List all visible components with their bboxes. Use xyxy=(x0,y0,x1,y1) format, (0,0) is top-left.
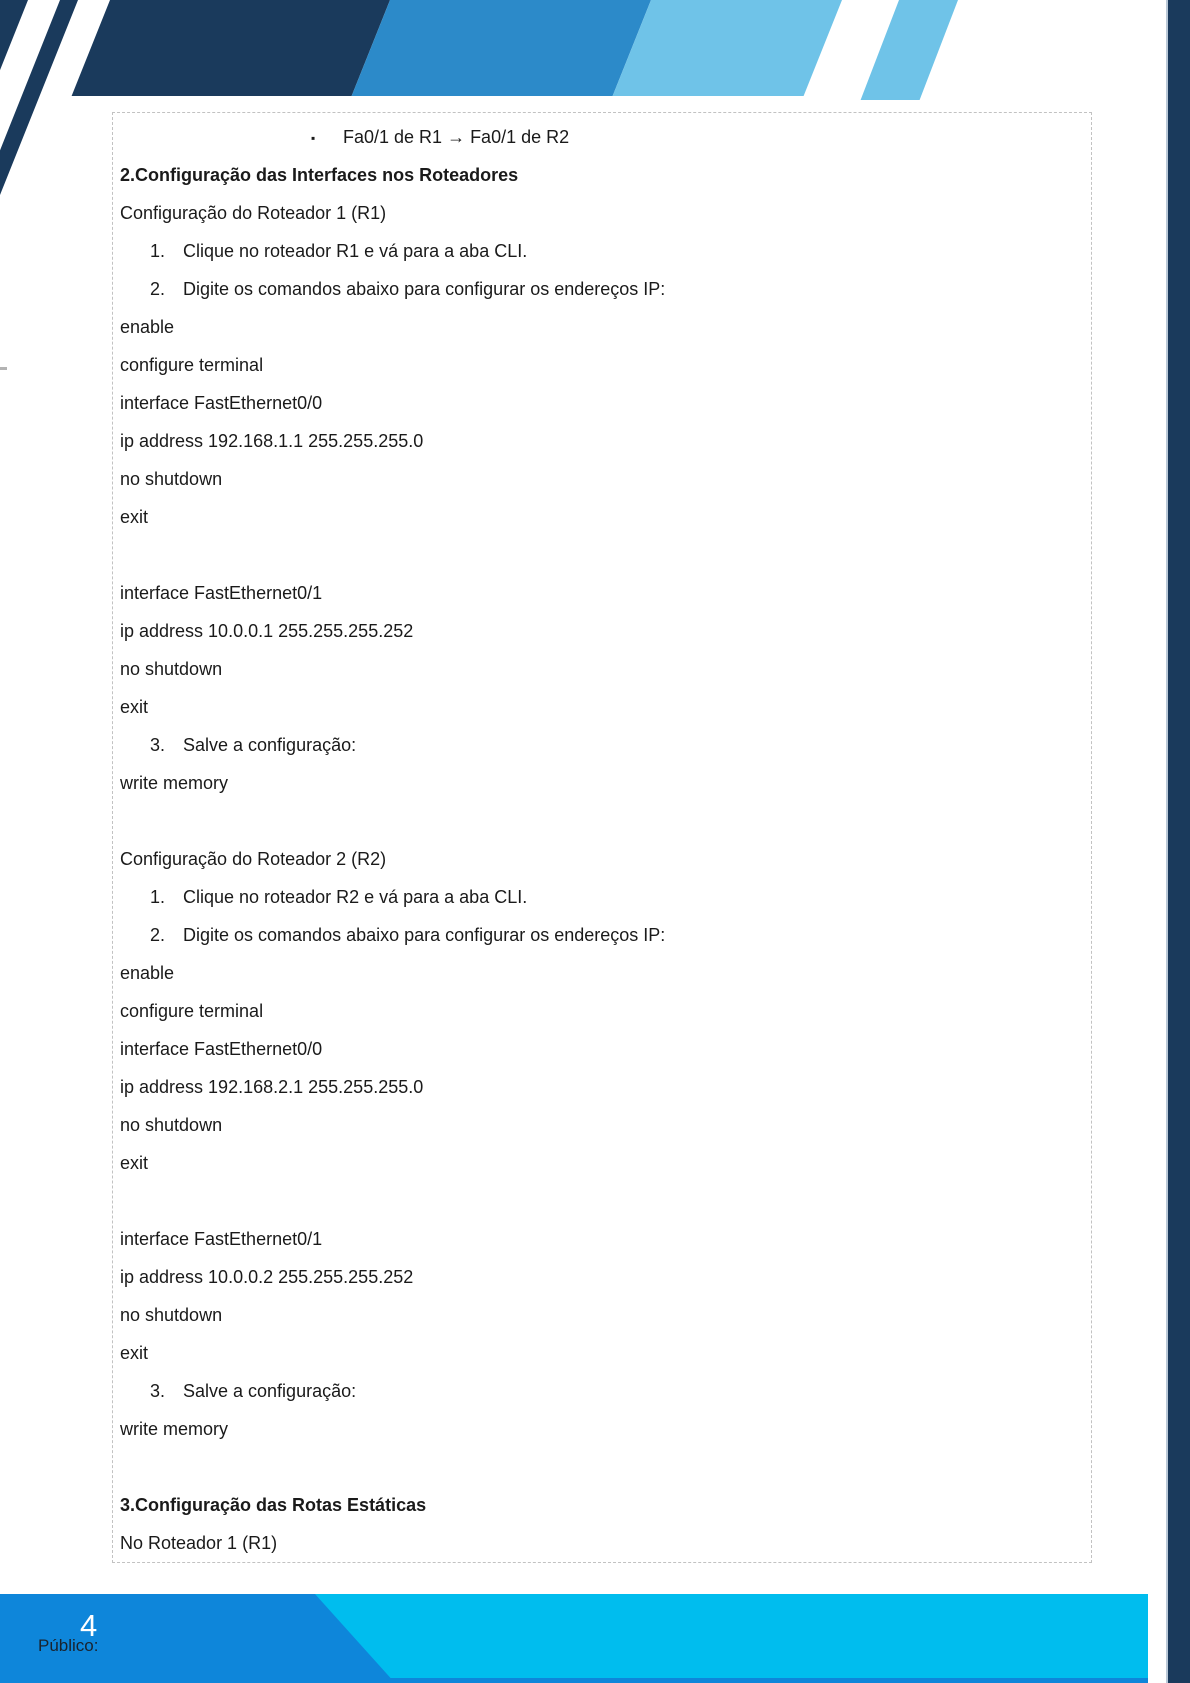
text-line: enable xyxy=(120,963,175,983)
bullet-item-text: Fa0/1 de R1 → Fa0/1 de R2 xyxy=(343,127,570,147)
text-line: configure terminal xyxy=(120,355,264,375)
text-line: ip address 10.0.0.1 255.255.255.252 xyxy=(120,621,414,641)
list-item-number: 3. xyxy=(150,735,166,755)
lines xyxy=(120,118,1083,1562)
blank-line xyxy=(120,1182,1083,1220)
header-navy-band xyxy=(72,0,390,96)
text-line: interface FastEthernet0/1 xyxy=(120,1229,323,1249)
text-line: ip address 192.168.2.1 255.255.255.0 xyxy=(120,1077,424,1097)
list-item-number: 1. xyxy=(150,241,166,261)
list-item-number: 2. xyxy=(150,925,166,945)
footer-banner xyxy=(0,1594,1148,1683)
numbered-list-item xyxy=(120,878,1083,916)
text-line: enable xyxy=(120,317,175,337)
content-text-box[interactable] xyxy=(112,112,1092,1563)
square-bullet-icon: ▪ xyxy=(311,131,316,145)
text-line: write memory xyxy=(120,1419,229,1439)
text-line: no shutdown xyxy=(120,1305,223,1325)
header-navy-wedge xyxy=(0,0,78,195)
footer-classification-label: Público: xyxy=(38,1636,99,1655)
text-line: exit xyxy=(120,507,149,527)
list-item-text: Clique no roteador R2 e vá para a aba CLI. xyxy=(183,887,528,907)
numbered-list-item xyxy=(120,232,1083,270)
text-line: ip address 192.168.1.1 255.255.255.0 xyxy=(120,431,424,451)
footer-blue-parallelogram xyxy=(0,1594,1148,1683)
section-heading: 3.Configuração das Rotas Estáticas xyxy=(120,1495,427,1515)
header-lightblue-slash xyxy=(861,0,958,100)
numbered-list-item xyxy=(120,726,1083,764)
blank-line xyxy=(120,802,1083,840)
numbered-list-item xyxy=(120,270,1083,308)
text-line: No Roteador 1 (R1) xyxy=(120,1533,278,1553)
text-line: exit xyxy=(120,1153,149,1173)
header-lightblue-band xyxy=(613,0,842,96)
blank-line xyxy=(120,536,1083,574)
section-heading: 2.Configuração das Interfaces nos Roteadores xyxy=(120,165,519,185)
list-item-text: Digite os comandos abaixo para configurar os endereços IP: xyxy=(183,279,666,299)
text-line: exit xyxy=(120,697,149,717)
list-item-number: 3. xyxy=(150,1381,166,1401)
text-line: interface FastEthernet0/0 xyxy=(120,393,323,413)
text-line: no shutdown xyxy=(120,659,223,679)
text-line: no shutdown xyxy=(120,469,223,489)
text-line: Configuração do Roteador 1 (R1) xyxy=(120,203,387,223)
text-line: write memory xyxy=(120,773,229,793)
text-line: configure terminal xyxy=(120,1001,264,1021)
page-number: 4 xyxy=(80,1608,98,1643)
text-line: interface FastEthernet0/0 xyxy=(120,1039,323,1059)
left-margin-tick xyxy=(0,367,7,370)
blank-line xyxy=(120,1448,1083,1486)
list-item-text: Salve a configuração: xyxy=(183,735,357,755)
text-line: ip address 10.0.0.2 255.255.255.252 xyxy=(120,1267,414,1287)
list-item-text: Salve a configuração: xyxy=(183,1381,357,1401)
bullet-item xyxy=(120,118,1083,156)
list-item-text: Clique no roteador R1 e vá para a aba CLI. xyxy=(183,241,528,261)
list-item-number: 1. xyxy=(150,887,166,907)
numbered-list-item xyxy=(120,916,1083,954)
right-edge-bar xyxy=(1166,0,1190,1683)
text-line: no shutdown xyxy=(120,1115,223,1135)
list-item-number: 2. xyxy=(150,279,166,299)
text-line: interface FastEthernet0/1 xyxy=(120,583,323,603)
list-item-text: Digite os comandos abaixo para configurar os endereços IP: xyxy=(183,925,666,945)
footer-bottom-strip xyxy=(0,1678,1148,1683)
numbered-list-item xyxy=(120,1372,1083,1410)
text-line: exit xyxy=(120,1343,149,1363)
text-line: Configuração do Roteador 2 (R2) xyxy=(120,849,387,869)
header-blue-band xyxy=(352,0,651,96)
header-white-slash-1 xyxy=(0,0,60,238)
